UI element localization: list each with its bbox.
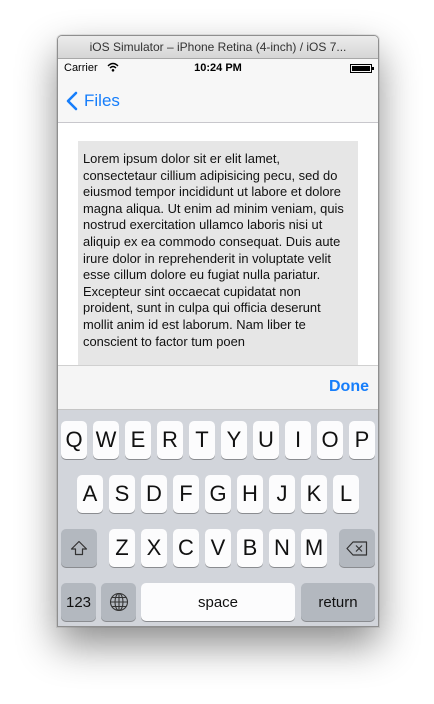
navigation-bar	[58, 79, 378, 123]
done-button[interactable]: Done	[329, 378, 369, 395]
space-key[interactable]: space	[141, 583, 295, 621]
key-c[interactable]: C	[173, 529, 199, 567]
globe-icon	[109, 592, 129, 612]
return-key[interactable]: return	[301, 583, 375, 621]
key-s[interactable]: S	[109, 475, 135, 513]
key-w[interactable]: W	[93, 421, 119, 459]
key-l[interactable]: L	[333, 475, 359, 513]
shift-icon	[70, 540, 88, 556]
key-y[interactable]: Y	[221, 421, 247, 459]
delete-key[interactable]	[339, 529, 375, 567]
battery-icon	[350, 64, 372, 73]
back-button-label: Files	[84, 91, 120, 110]
key-n[interactable]: N	[269, 529, 295, 567]
key-u[interactable]: U	[253, 421, 279, 459]
window-title: iOS Simulator – iPhone Retina (4-inch) / iOS 7...	[58, 36, 378, 59]
numbers-key[interactable]: 123	[61, 583, 96, 621]
status-bar	[58, 59, 378, 79]
status-time: 10:24 PM	[194, 62, 242, 74]
input-accessory-bar	[58, 365, 378, 410]
content-area	[58, 123, 378, 365]
delete-icon	[346, 541, 368, 556]
simulator-window	[57, 35, 379, 627]
key-h[interactable]: H	[237, 475, 263, 513]
key-r[interactable]: R	[157, 421, 183, 459]
key-j[interactable]: J	[269, 475, 295, 513]
key-d[interactable]: D	[141, 475, 167, 513]
text-view[interactable]: Lorem ipsum dolor sit er elit lamet, consectetaur cillium adipisicing pecu, sed do eiusmod tempor incididunt ut labore et dolore magna aliqua. Ut enim ad minim veniam, quis nostrud exercitation ullamco laboris nisi ut aliquip ex ea commodo consequat. Duis aute irure dolor in reprehenderit in voluptate velit esse cillum dolore eu fugiat nulla pariatur. Excepteur sint occaecat cupidatat non proident, sunt in culpa qui officia deserunt mollit anim id est laborum. Nam liber te conscient to factor tum poen	[78, 141, 358, 365]
chevron-left-icon	[66, 91, 78, 111]
key-k[interactable]: K	[301, 475, 327, 513]
key-t[interactable]: T	[189, 421, 215, 459]
key-v[interactable]: V	[205, 529, 231, 567]
keyboard	[58, 410, 378, 626]
globe-key[interactable]	[101, 583, 136, 621]
key-e[interactable]: E	[125, 421, 151, 459]
shift-key[interactable]	[61, 529, 97, 567]
key-a[interactable]: A	[77, 475, 103, 513]
key-z[interactable]: Z	[109, 529, 135, 567]
back-button[interactable]	[66, 88, 120, 114]
key-f[interactable]: F	[173, 475, 199, 513]
key-m[interactable]: M	[301, 529, 327, 567]
key-g[interactable]: G	[205, 475, 231, 513]
key-b[interactable]: B	[237, 529, 263, 567]
key-q[interactable]: Q	[61, 421, 87, 459]
key-x[interactable]: X	[141, 529, 167, 567]
carrier-label: Carrier	[64, 62, 98, 74]
key-p[interactable]: P	[349, 421, 375, 459]
key-o[interactable]: O	[317, 421, 343, 459]
key-i[interactable]: I	[285, 421, 311, 459]
